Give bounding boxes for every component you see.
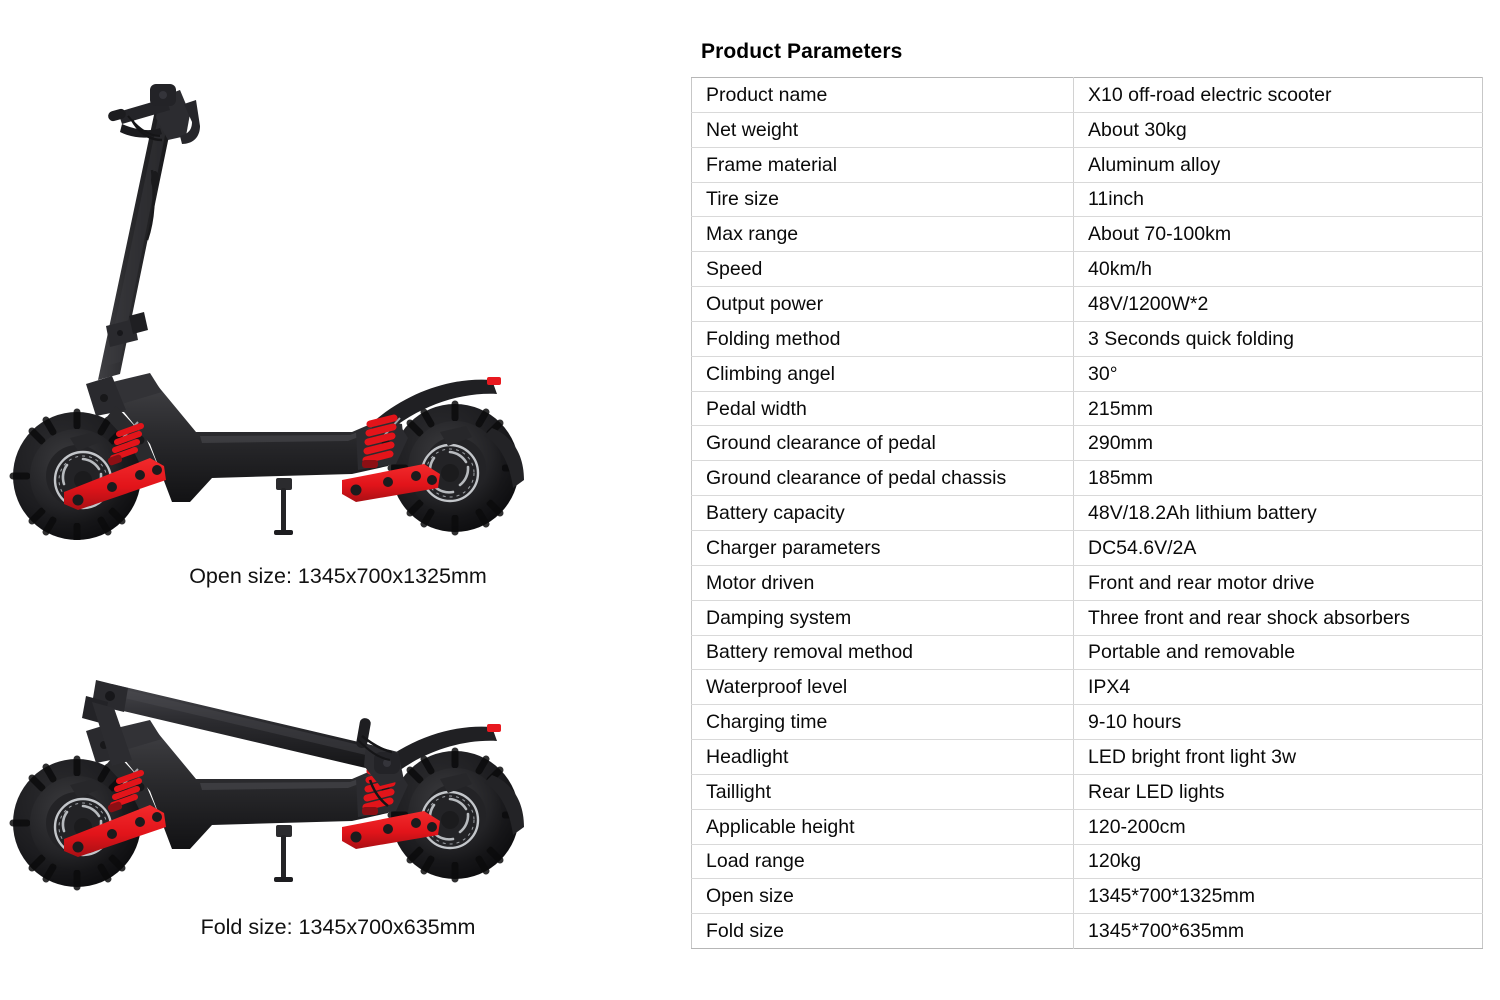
param-value: 3 Seconds quick folding bbox=[1074, 321, 1483, 356]
param-value: 120-200cm bbox=[1074, 809, 1483, 844]
folded-scooter-image bbox=[0, 640, 668, 895]
param-key: Product name bbox=[692, 78, 1074, 113]
param-value: DC54.6V/2A bbox=[1074, 530, 1483, 565]
table-row bbox=[692, 740, 1483, 775]
param-key: Battery capacity bbox=[692, 496, 1074, 531]
param-value: Portable and removable bbox=[1074, 635, 1483, 670]
taillight-folded bbox=[487, 724, 501, 732]
param-value: 1345*700*635mm bbox=[1074, 914, 1483, 949]
product-parameters-table bbox=[691, 77, 1483, 949]
table-row bbox=[692, 426, 1483, 461]
param-value: 215mm bbox=[1074, 391, 1483, 426]
param-value: 9-10 hours bbox=[1074, 705, 1483, 740]
param-value: 1345*700*1325mm bbox=[1074, 879, 1483, 914]
table-row bbox=[692, 287, 1483, 322]
param-key: Fold size bbox=[692, 914, 1074, 949]
product-parameters-title: Product Parameters bbox=[701, 40, 903, 63]
table-row bbox=[692, 496, 1483, 531]
param-value: 30° bbox=[1074, 356, 1483, 391]
param-key: Pedal width bbox=[692, 391, 1074, 426]
table-row bbox=[692, 112, 1483, 147]
param-value: 120kg bbox=[1074, 844, 1483, 879]
table-row bbox=[692, 252, 1483, 287]
param-value: 48V/18.2Ah lithium battery bbox=[1074, 496, 1483, 531]
param-value: 40km/h bbox=[1074, 252, 1483, 287]
table-row bbox=[692, 147, 1483, 182]
param-key: Ground clearance of pedal chassis bbox=[692, 461, 1074, 496]
param-value: X10 off-road electric scooter bbox=[1074, 78, 1483, 113]
param-key: Headlight bbox=[692, 740, 1074, 775]
figure-open-scooter bbox=[0, 40, 668, 600]
param-value: Front and rear motor drive bbox=[1074, 565, 1483, 600]
param-value: 185mm bbox=[1074, 461, 1483, 496]
param-key: Charger parameters bbox=[692, 530, 1074, 565]
table-row bbox=[692, 844, 1483, 879]
param-key: Applicable height bbox=[692, 809, 1074, 844]
table-row bbox=[692, 530, 1483, 565]
param-key: Climbing angel bbox=[692, 356, 1074, 391]
table-row bbox=[692, 356, 1483, 391]
table-row bbox=[692, 182, 1483, 217]
product-parameters-body bbox=[692, 78, 1483, 949]
open-size-caption: Open size: 1345x700x1325mm bbox=[189, 564, 487, 588]
param-value: About 30kg bbox=[1074, 112, 1483, 147]
handlebar-open bbox=[107, 84, 200, 144]
param-key: Charging time bbox=[692, 705, 1074, 740]
param-key: Damping system bbox=[692, 600, 1074, 635]
param-value: 48V/1200W*2 bbox=[1074, 287, 1483, 322]
table-row bbox=[692, 914, 1483, 949]
table-row bbox=[692, 461, 1483, 496]
param-key: Taillight bbox=[692, 774, 1074, 809]
param-value: LED bright front light 3w bbox=[1074, 740, 1483, 775]
param-key: Folding method bbox=[692, 321, 1074, 356]
table-row bbox=[692, 879, 1483, 914]
param-value: Aluminum alloy bbox=[1074, 147, 1483, 182]
param-value: IPX4 bbox=[1074, 670, 1483, 705]
table-row bbox=[692, 321, 1483, 356]
param-value: About 70-100km bbox=[1074, 217, 1483, 252]
param-value: Rear LED lights bbox=[1074, 774, 1483, 809]
param-key: Load range bbox=[692, 844, 1074, 879]
stem-open bbox=[98, 96, 176, 380]
param-key: Speed bbox=[692, 252, 1074, 287]
fold-size-caption: Fold size: 1345x700x635mm bbox=[200, 915, 476, 939]
taillight-open bbox=[487, 377, 501, 385]
table-row bbox=[692, 600, 1483, 635]
illustration-column bbox=[0, 0, 668, 1000]
param-key: Net weight bbox=[692, 112, 1074, 147]
param-value: 290mm bbox=[1074, 426, 1483, 461]
param-key: Tire size bbox=[692, 182, 1074, 217]
param-key: Open size bbox=[692, 879, 1074, 914]
table-row bbox=[692, 670, 1483, 705]
param-key: Max range bbox=[692, 217, 1074, 252]
param-key: Motor driven bbox=[692, 565, 1074, 600]
kickstand-folded bbox=[274, 825, 293, 882]
table-row bbox=[692, 635, 1483, 670]
param-value: 11inch bbox=[1074, 182, 1483, 217]
table-row bbox=[692, 565, 1483, 600]
parameters-column bbox=[691, 0, 1483, 1000]
param-key: Battery removal method bbox=[692, 635, 1074, 670]
table-row bbox=[692, 809, 1483, 844]
param-value: Three front and rear shock absorbers bbox=[1074, 600, 1483, 635]
kickstand-open bbox=[274, 478, 293, 535]
table-row bbox=[692, 391, 1483, 426]
table-row bbox=[692, 217, 1483, 252]
table-row bbox=[692, 774, 1483, 809]
table-row bbox=[692, 78, 1483, 113]
param-key: Output power bbox=[692, 287, 1074, 322]
figure-folded-scooter bbox=[0, 640, 668, 960]
table-row bbox=[692, 705, 1483, 740]
param-key: Ground clearance of pedal bbox=[692, 426, 1074, 461]
param-key: Frame material bbox=[692, 147, 1074, 182]
param-key: Waterproof level bbox=[692, 670, 1074, 705]
open-scooter-image bbox=[0, 40, 668, 540]
